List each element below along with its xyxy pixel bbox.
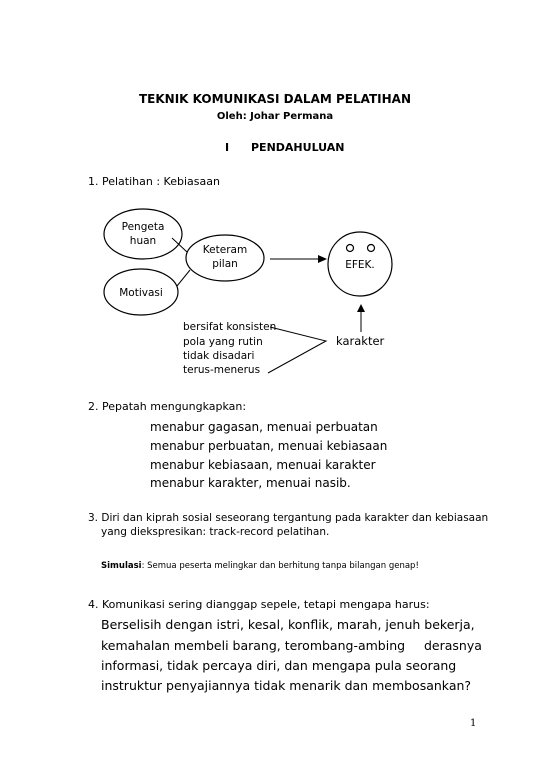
section-number: I: [225, 141, 230, 154]
item-2: 2. Pepatah mengungkapkan:: [88, 400, 247, 413]
bracket-lines: [268, 327, 326, 373]
arrowhead: [357, 304, 365, 312]
connector-line: [177, 270, 190, 286]
arrowhead: [318, 255, 327, 263]
karakter-trait: tidak disadari: [183, 350, 255, 362]
simulasi-label: Simulasi: [101, 561, 142, 571]
simulasi-note: [101, 561, 419, 571]
item-3-line1: 3. Diri dan kiprah sosial seseorang tergantung pada karakter dan kebiasaan: [88, 512, 489, 524]
proverb-line: menabur perbuatan, menuai kebiasaan: [150, 439, 388, 453]
keterampilan-line1: Keteram: [202, 244, 248, 256]
document-title: TEKNIK KOMUNIKASI DALAM PELATIHAN: [138, 92, 411, 106]
pengetahuan-line2: huan: [129, 235, 157, 247]
simulasi-text: : Semua peserta melingkar dan berhitung tanpa bilangan genap!: [141, 561, 419, 571]
item-4: 4. Komunikasi sering dianggap sepele, tetapi mengapa harus:: [88, 598, 430, 611]
proverb-line: menabur gagasan, menuai perbuatan: [150, 420, 378, 434]
node-keterampilan: [186, 243, 264, 271]
node-pengetahuan: [104, 220, 182, 248]
node-efek: EFEK.: [345, 259, 375, 271]
pengetahuan-line1: Pengeta: [121, 221, 165, 233]
item-4-line: instruktur penyajiannya tidak menarik dan membosankan?: [101, 678, 472, 693]
item-4-line: informasi, tidak percaya diri, dan mengapa pula seorang: [101, 658, 457, 673]
proverb-line: menabur karakter, menuai nasib.: [150, 476, 351, 490]
karakter-trait: pola yang rutin: [183, 336, 263, 348]
node-karakter: karakter: [336, 334, 385, 348]
item-4-line: Berselisih dengan istri, kesal, konflik, marah, jenuh bekerja,: [101, 617, 475, 632]
item-4-line-end: derasnya: [424, 638, 482, 653]
smiley-eye: [368, 245, 375, 252]
keterampilan-line2: pilan: [212, 258, 238, 270]
item-1: 1. Pelatihan : Kebiasaan: [88, 175, 220, 188]
proverb-line: menabur kebiasaan, menuai karakter: [150, 458, 376, 472]
page-number: 1: [470, 718, 477, 729]
item-4-line: kemahalan membeli barang, terombang-ambing: [101, 638, 406, 653]
item-3-line2: yang diekspresikan: track-record pelatihan.: [101, 526, 330, 538]
karakter-trait: bersifat konsisten: [183, 321, 277, 333]
smiley-eye: [347, 245, 354, 252]
section-title: PENDAHULUAN: [251, 141, 345, 154]
karakter-trait: terus-menerus: [183, 364, 261, 376]
document-author: Oleh: Johar Permana: [216, 111, 334, 122]
node-motivasi: Motivasi: [119, 287, 163, 299]
